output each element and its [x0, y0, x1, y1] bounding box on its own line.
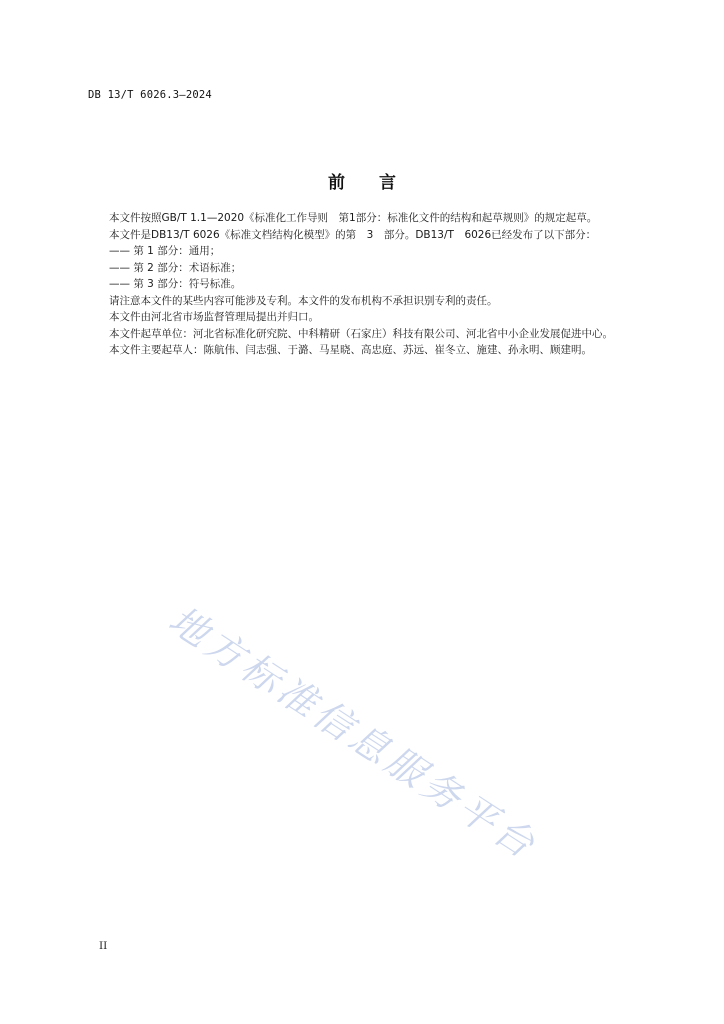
- paragraph-proposer: 本文件由河北省市场监督管理局提出并归口。: [109, 311, 319, 323]
- paragraph-part-info: 本文件是DB13/T 6026《标准文档结构化模型》的第 3 部分。DB13/T 6026已经发布了以下部分：: [109, 228, 597, 241]
- preface-body: [88, 210, 636, 359]
- title-char-2: 言: [379, 173, 396, 193]
- paragraph-drafters: 本文件主要起草人：陈航伟、闫志强、于潞、马星晓、高忠庭、苏远、崔冬立、施建、孙永明、顾建明。: [109, 344, 592, 356]
- section-title: [0, 168, 724, 193]
- standard-code: DB 13/T 6026.3—2024: [88, 89, 212, 101]
- list-item-part-2: —— 第 2 部分：术语标准；: [109, 261, 242, 274]
- paragraph-drafting-rules: 本文件按照GB/T 1.1—2020《标准化工作导则 第1部分：标准化文件的结构和起草规则》的规定起草。: [109, 212, 598, 224]
- list-item-part-1: —— 第 1 部分：通用；: [109, 245, 221, 257]
- page-number: II: [99, 940, 108, 952]
- watermark: 地方标准信息服务平台: [161, 597, 546, 869]
- paragraph-drafting-units: 本文件起草单位：河北省标准化研究院、中科精研（石家庄）科技有限公司、河北省中小企业发展促进中心。: [109, 327, 613, 340]
- paragraph-patent-notice: 请注意本文件的某些内容可能涉及专利。本文件的发布机构不承担识别专利的责任。: [109, 294, 498, 307]
- title-char-1: 前: [328, 173, 345, 193]
- list-item-part-3: —— 第 3 部分：符号标准。: [109, 278, 242, 290]
